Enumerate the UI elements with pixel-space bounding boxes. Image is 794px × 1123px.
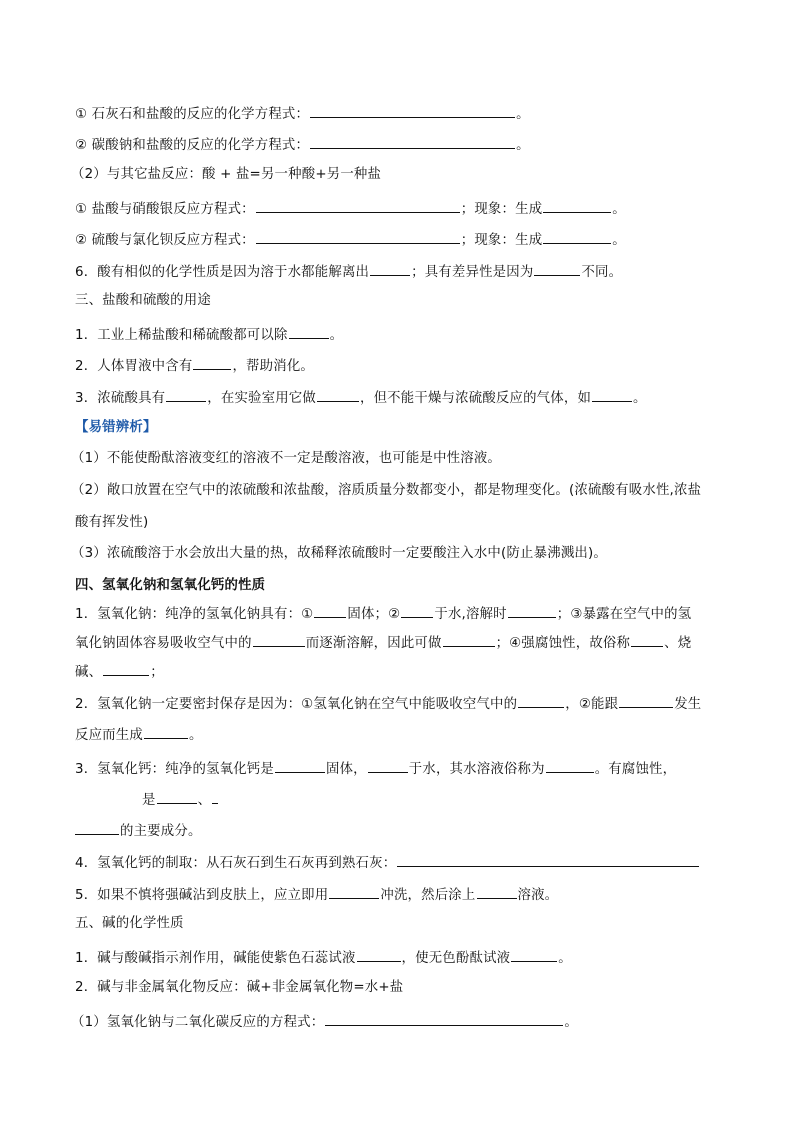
text: 溶液。: [517, 888, 559, 903]
text: ，②能跟: [565, 697, 619, 712]
text: ；现象：生成: [460, 233, 543, 248]
line-caoh2-3: [75, 820, 734, 841]
text: （3）浓硫酸溶于水会放出大量的热，故稀释浓硫酸时一定要酸注入水中(防止暴沸溅出)。: [71, 546, 608, 561]
text: 。: [633, 391, 647, 406]
text: 冲洗，然后涂上: [380, 888, 476, 903]
answer-blank[interactable]: [310, 134, 515, 149]
text: 1．氢氧化钠：纯净的氢氧化钠具有：①: [75, 607, 314, 622]
answer-blank[interactable]: [543, 198, 611, 213]
answer-blank[interactable]: [477, 884, 517, 899]
text: ，帮助消化。: [232, 359, 314, 374]
answer-blank[interactable]: [310, 103, 515, 118]
text: 于水，其水溶液俗称为: [408, 762, 545, 777]
answer-blank[interactable]: [534, 261, 580, 276]
answer-blank[interactable]: [157, 789, 197, 804]
text: 于水,溶解时: [434, 607, 507, 622]
text: 3．浓硫酸具有: [75, 391, 166, 406]
text: 。: [558, 951, 572, 966]
text: 。: [516, 138, 530, 153]
line-naoh-1: [75, 603, 734, 624]
answer-blank[interactable]: [144, 724, 188, 739]
section-heading-uses: [75, 292, 734, 310]
text: 三、盐酸和硫酸的用途: [75, 293, 211, 308]
answer-blank[interactable]: [193, 355, 231, 370]
text: 碱、: [75, 665, 103, 680]
text: 是: [142, 793, 156, 808]
text: ，在实验室用它做: [207, 391, 316, 406]
text: （2）与其它盐反应：酸 + 盐=另一种酸+另一种盐: [71, 167, 382, 182]
text: 1．工业上稀盐酸和稀硫酸都可以除: [75, 328, 288, 343]
text: 不同。: [581, 265, 623, 280]
text: 。: [516, 107, 530, 122]
text: ；③暴露在空气中的氢: [556, 607, 692, 622]
answer-blank[interactable]: [212, 789, 218, 804]
line-note-2-cont: [75, 514, 734, 532]
line-caoh2-2: [142, 789, 734, 810]
text: 4．氢氧化钙的制取：从石灰石到生石灰再到熟石灰：: [75, 856, 397, 871]
text: ② 硫酸与氯化钡反应方程式：: [75, 233, 255, 248]
answer-blank[interactable]: [543, 229, 611, 244]
line-indicators: [75, 947, 734, 968]
text: ① 石灰石和盐酸的反应的化学方程式：: [75, 107, 310, 122]
answer-blank[interactable]: [368, 758, 408, 773]
section-heading-hydroxides: [75, 577, 734, 595]
text: ；④强腐蚀性，故俗称: [495, 636, 631, 651]
text: ；具有差异性是因为: [411, 265, 534, 280]
line-alkali-skin: [75, 884, 734, 905]
answer-blank[interactable]: [253, 632, 305, 647]
text: 反应而生成: [75, 728, 143, 743]
answer-blank[interactable]: [619, 693, 673, 708]
text: 、: [197, 793, 212, 808]
answer-blank[interactable]: [443, 632, 495, 647]
line-limestone-hcl: [75, 103, 734, 124]
answer-blank[interactable]: [256, 229, 460, 244]
answer-blank[interactable]: [325, 1011, 563, 1026]
text: 氧化钠固体容易吸收空气中的: [75, 636, 252, 651]
text: 2．人体胃液中含有: [75, 359, 193, 374]
answer-blank[interactable]: [357, 947, 401, 962]
answer-blank[interactable]: [289, 324, 329, 339]
answer-blank[interactable]: [166, 387, 206, 402]
answer-blank[interactable]: [370, 261, 410, 276]
text: 2．碱与非金属氧化物反应：碱+非金属氧化物=水+盐: [75, 980, 404, 995]
text: 五、碱的化学性质: [75, 916, 184, 931]
text: 。: [188, 728, 203, 743]
text: ；: [150, 665, 164, 680]
text: （1）不能使酚酞溶液变红的溶液不一定是酸溶液，也可能是中性溶液。: [71, 451, 502, 466]
answer-blank[interactable]: [314, 603, 346, 618]
text: （1）氢氧化钠与二氧化碳反应的方程式：: [71, 1015, 325, 1030]
answer-blank[interactable]: [631, 632, 663, 647]
line-nonmetal-oxide: [75, 979, 734, 997]
text: 的主要成分。: [120, 824, 202, 839]
answer-blank[interactable]: [546, 758, 594, 773]
text: 四、氢氧化钠和氢氧化钙的性质: [75, 578, 266, 593]
text: ① 盐酸与硝酸银反应方程式：: [75, 202, 255, 217]
answer-blank[interactable]: [401, 603, 433, 618]
line-sodium-carbonate-hcl: [75, 134, 734, 155]
answer-blank[interactable]: [511, 947, 557, 962]
text: ，但不能干燥与浓硫酸反应的气体，如: [360, 391, 592, 406]
answer-blank[interactable]: [592, 387, 632, 402]
line-gastric-juice: [75, 355, 734, 376]
answer-blank[interactable]: [329, 884, 379, 899]
text: ；现象：生成: [460, 202, 543, 217]
line-naoh-co2: [71, 1011, 734, 1032]
text: 【易错辨析】: [75, 420, 157, 435]
answer-blank[interactable]: [275, 758, 325, 773]
text: 6．酸有相似的化学性质是因为溶于水都能解离出: [75, 265, 370, 280]
line-note-2: [71, 482, 734, 500]
text: 发生: [674, 697, 702, 712]
line-conc-sulfuric: [75, 387, 734, 408]
text: 。有腐蚀性，: [594, 762, 677, 777]
text: 。: [564, 1015, 578, 1030]
line-hcl-agno3: [75, 198, 734, 219]
text: 。: [612, 233, 626, 248]
answer-blank[interactable]: [508, 603, 556, 618]
answer-blank[interactable]: [397, 852, 699, 867]
text: 。: [612, 202, 626, 217]
text: 5．如果不慎将强碱沾到皮肤上，应立即用: [75, 888, 329, 903]
text: （2）敞口放置在空气中的浓硫酸和浓盐酸，溶质质量分数都变小，都是物理变化。(浓硫酸有吸水性,浓盐: [71, 483, 702, 498]
line-h2so4-bacl2: [75, 229, 734, 250]
text: ，使无色酚酞试液: [401, 951, 511, 966]
line-caoh2-1: [75, 758, 734, 779]
answer-blank[interactable]: [518, 693, 564, 708]
text: 。: [329, 328, 344, 343]
answer-blank[interactable]: [103, 661, 149, 676]
line-note-3: [71, 545, 734, 563]
line-naoh-3: [75, 661, 734, 682]
answer-blank[interactable]: [317, 387, 359, 402]
section-heading-base-properties: [75, 915, 734, 933]
line-naoh-seal-2: [75, 724, 734, 745]
line-acid-salt: [71, 166, 734, 184]
error-analysis-heading: [75, 419, 734, 437]
text: 固体；②: [347, 607, 401, 622]
answer-blank[interactable]: [256, 198, 460, 213]
text: 3．氢氧化钙：纯净的氢氧化钙是: [75, 762, 274, 777]
text: 酸有挥发性): [75, 515, 149, 530]
answer-blank[interactable]: [75, 820, 119, 835]
line-note-1: [71, 450, 734, 468]
line-caoh2-prep: [75, 852, 734, 873]
line-naoh-2: [75, 632, 734, 653]
line-acid-similarity: [75, 261, 734, 282]
text: 2．氢氧化钠一定要密封保存是因为：①氢氧化钠在空气中能吸收空气中的: [75, 697, 518, 712]
text: ② 碳酸钠和盐酸的反应的化学方程式：: [75, 138, 310, 153]
text: 、烧: [664, 636, 692, 651]
text: 而逐渐溶解，因此可做: [305, 636, 442, 651]
line-rust-removal: [75, 324, 734, 345]
text: 固体，: [326, 762, 367, 777]
text: 1．碱与酸碱指示剂作用，碱能使紫色石蕊试液: [75, 951, 356, 966]
line-naoh-seal-1: [75, 693, 734, 714]
